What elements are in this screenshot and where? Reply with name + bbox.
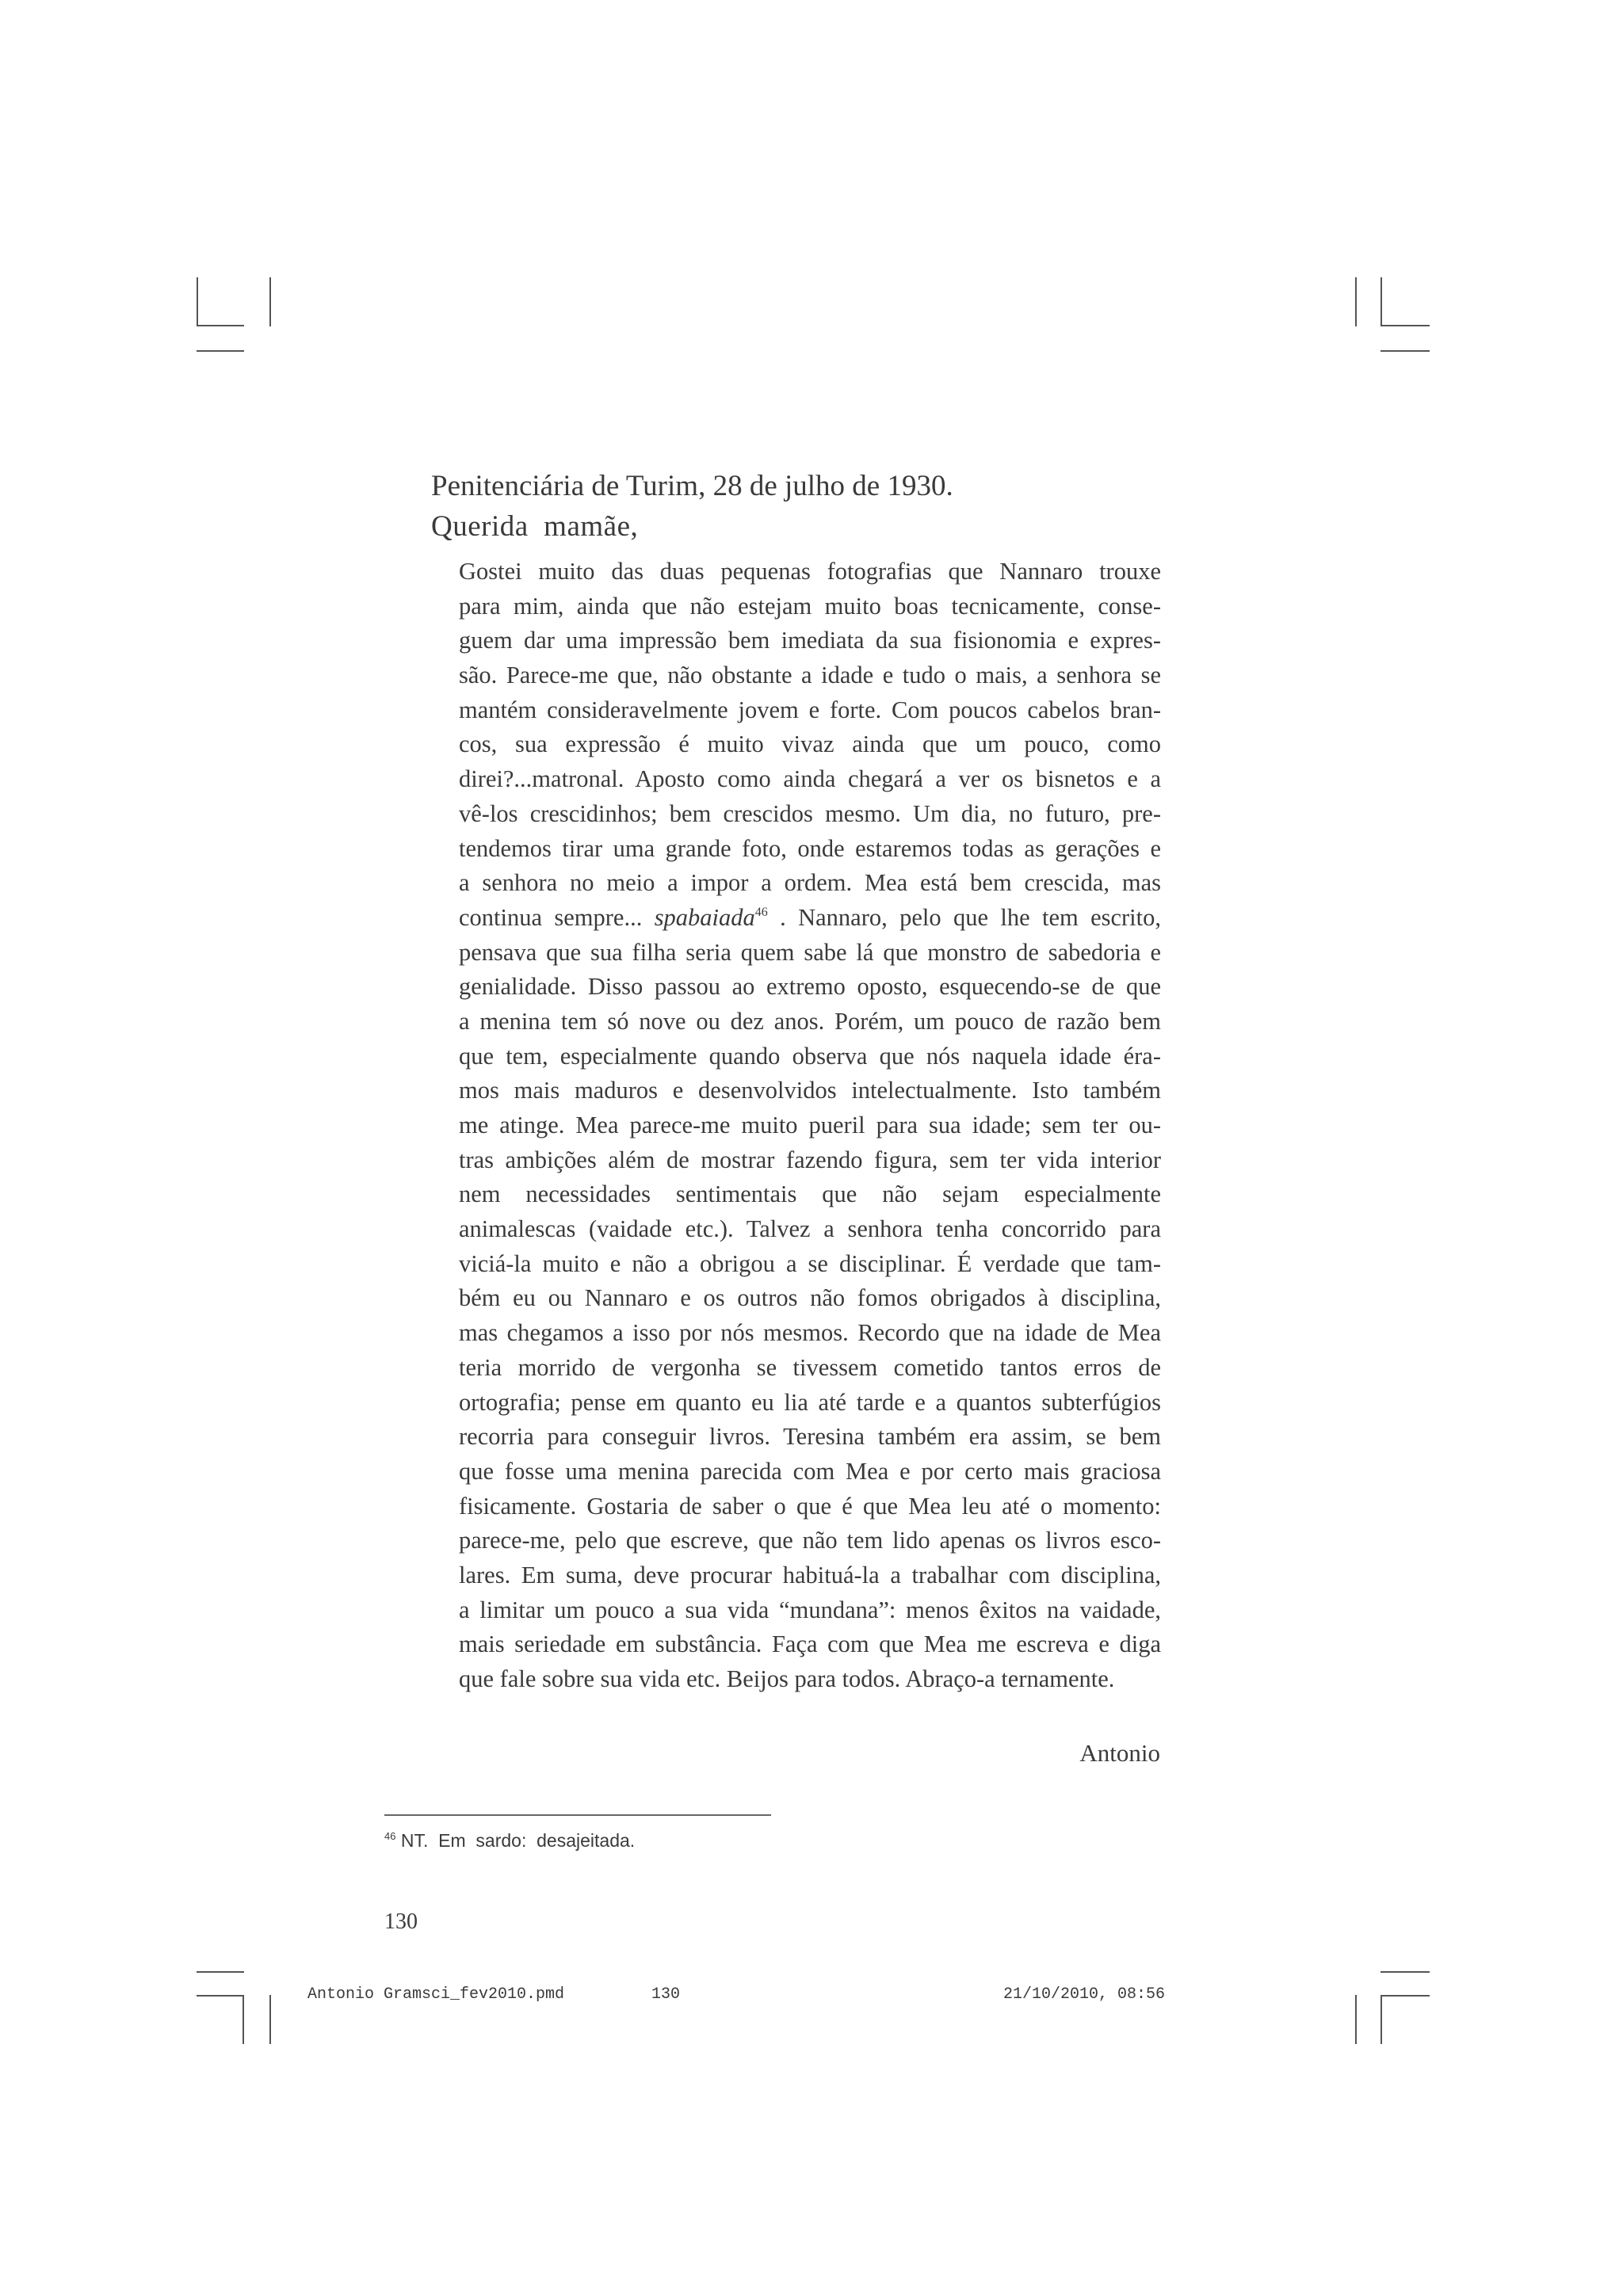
line-text: continua sempre... — [459, 903, 655, 931]
body-line: viciá-la muito e não a obrigou a se disciplinar. É verdade que tam- — [459, 1249, 1161, 1277]
italic-term: spabaiada — [654, 903, 755, 931]
crop-mark — [1381, 277, 1382, 326]
body-line: teria morrido de vergonha se tivessem cometido tantos erros de — [459, 1353, 1161, 1381]
body-line: me atinge. Mea parece-me muito pueril para sua idade; sem ter ou- — [459, 1112, 1161, 1138]
slug-page: 130 — [651, 1985, 681, 2004]
letter-place-date: Penitenciária de Turim, 28 de julho de 1930. — [431, 470, 953, 502]
footnote-number: 46 — [384, 1830, 396, 1842]
body-line: cos, sua expressão é muito vivaz ainda que um pouco, como — [459, 730, 1161, 758]
body-line: tras ambições além de mostrar fazendo figura, sem ter vida interior — [459, 1146, 1161, 1173]
body-line: nem necessidades sentimentais que não sejam especialmente — [459, 1180, 1161, 1208]
crop-mark — [197, 325, 244, 326]
crop-mark — [269, 1995, 271, 2044]
body-line: mantém consideravelmente jovem e forte. Com poucos cabelos bran- — [459, 696, 1161, 723]
crop-mark — [197, 1971, 244, 1973]
body-line: tendemos tirar uma grande foto, onde estaremos todas as gerações e — [459, 834, 1161, 862]
body-line: vê-los crescidinhos; bem crescidos mesmo. Um dia, no futuro, pre- — [459, 799, 1161, 827]
body-line: a menina tem só nove ou dez anos. Porém, um pouco de razão bem — [459, 1007, 1161, 1035]
body-line: direi?...matronal. Aposto como ainda chegará a ver os bisnetos e a — [459, 765, 1161, 793]
body-line: recorria para conseguir livros. Teresina também era assim, se bem — [459, 1423, 1161, 1451]
crop-mark — [1355, 277, 1357, 326]
crop-mark — [1355, 1995, 1357, 2044]
slug-datetime: 21/10/2010, 08:56 — [1003, 1985, 1166, 2004]
crop-mark — [1381, 350, 1430, 352]
line-text: . Nannaro, pelo que lhe tem escrito, — [767, 903, 1161, 931]
letter-signature: Antonio — [1079, 1739, 1160, 1767]
body-line: que fosse uma menina parecida com Mea e por certo mais graciosa — [459, 1457, 1161, 1485]
body-line: a limitar um pouco a sua vida “mundana”: menos êxitos na vaidade, — [459, 1596, 1161, 1623]
footnote-text: NT. Em sardo: desajeitada. — [395, 1830, 636, 1851]
crop-mark — [1381, 1995, 1382, 2044]
crop-mark — [197, 350, 244, 352]
body-line: ortografia; pense em quanto eu lia até tarde e a quantos subterfúgios — [459, 1388, 1161, 1416]
body-line: guem dar uma impressão bem imediata da sua fisionomia e expres- — [459, 627, 1161, 654]
body-line: que fale sobre sua vida etc. Beijos para todos. Abraço-a ternamente. — [459, 1665, 1115, 1692]
crop-mark — [197, 1995, 244, 1997]
crop-mark — [197, 277, 198, 326]
body-line: mos mais maduros e desenvolvidos intelectualmente. Isto também — [459, 1077, 1161, 1104]
body-line: mais seriedade em substância. Faça com que Mea me escreva e diga — [459, 1630, 1161, 1658]
crop-mark — [269, 277, 271, 326]
crop-mark — [1381, 1995, 1430, 1997]
body-line: fisicamente. Gostaria de saber o que é que Mea leu até o momento: — [459, 1492, 1161, 1520]
body-line: Gostei muito das duas pequenas fotografias que Nannaro trouxe — [459, 558, 1161, 585]
crop-mark — [1381, 325, 1430, 326]
slug-filename: Antonio Gramsci_fev2010.pmd — [307, 1985, 565, 2004]
body-line: para mim, ainda que não estejam muito boas tecnicamente, conse- — [459, 592, 1161, 620]
body-line: genialidade. Disso passou ao extremo oposto, esquecendo-se de que — [459, 973, 1161, 1001]
body-line: são. Parece-me que, não obstante a idade e tudo o mais, a senhora se — [459, 662, 1161, 689]
body-line: bém eu ou Nannaro e os outros não fomos obrigados à disciplina, — [459, 1284, 1161, 1312]
letter-salutation: Querida mamãe, — [431, 510, 639, 543]
body-line: a senhora no meio a impor a ordem. Mea está bem crescida, mas — [459, 869, 1161, 897]
letter-body — [459, 555, 1161, 1697]
footnote-reference[interactable]: 46 — [754, 905, 768, 919]
page-number: 130 — [384, 1909, 418, 1934]
body-line: que tem, especialmente quando observa que nós naquela idade éra- — [459, 1042, 1161, 1070]
crop-mark — [242, 1995, 244, 2044]
body-line: mas chegamos a isso por nós mesmos. Recordo que na idade de Mea — [459, 1319, 1161, 1347]
footnote-divider — [384, 1814, 771, 1816]
body-line: lares. Em suma, deve procurar habituá-la a trabalhar com disciplina, — [459, 1561, 1161, 1589]
footnote — [384, 1830, 635, 1852]
body-line: parece-me, pelo que escreve, que não tem lido apenas os livros esco- — [459, 1527, 1161, 1554]
crop-mark — [1381, 1971, 1430, 1973]
body-line: animalescas (vaidade etc.). Talvez a senhora tenha concorrido para — [459, 1215, 1161, 1243]
body-line-with-footnote — [459, 901, 1161, 936]
body-line: pensava que sua filha seria quem sabe lá que monstro de sabedoria e — [459, 938, 1161, 966]
